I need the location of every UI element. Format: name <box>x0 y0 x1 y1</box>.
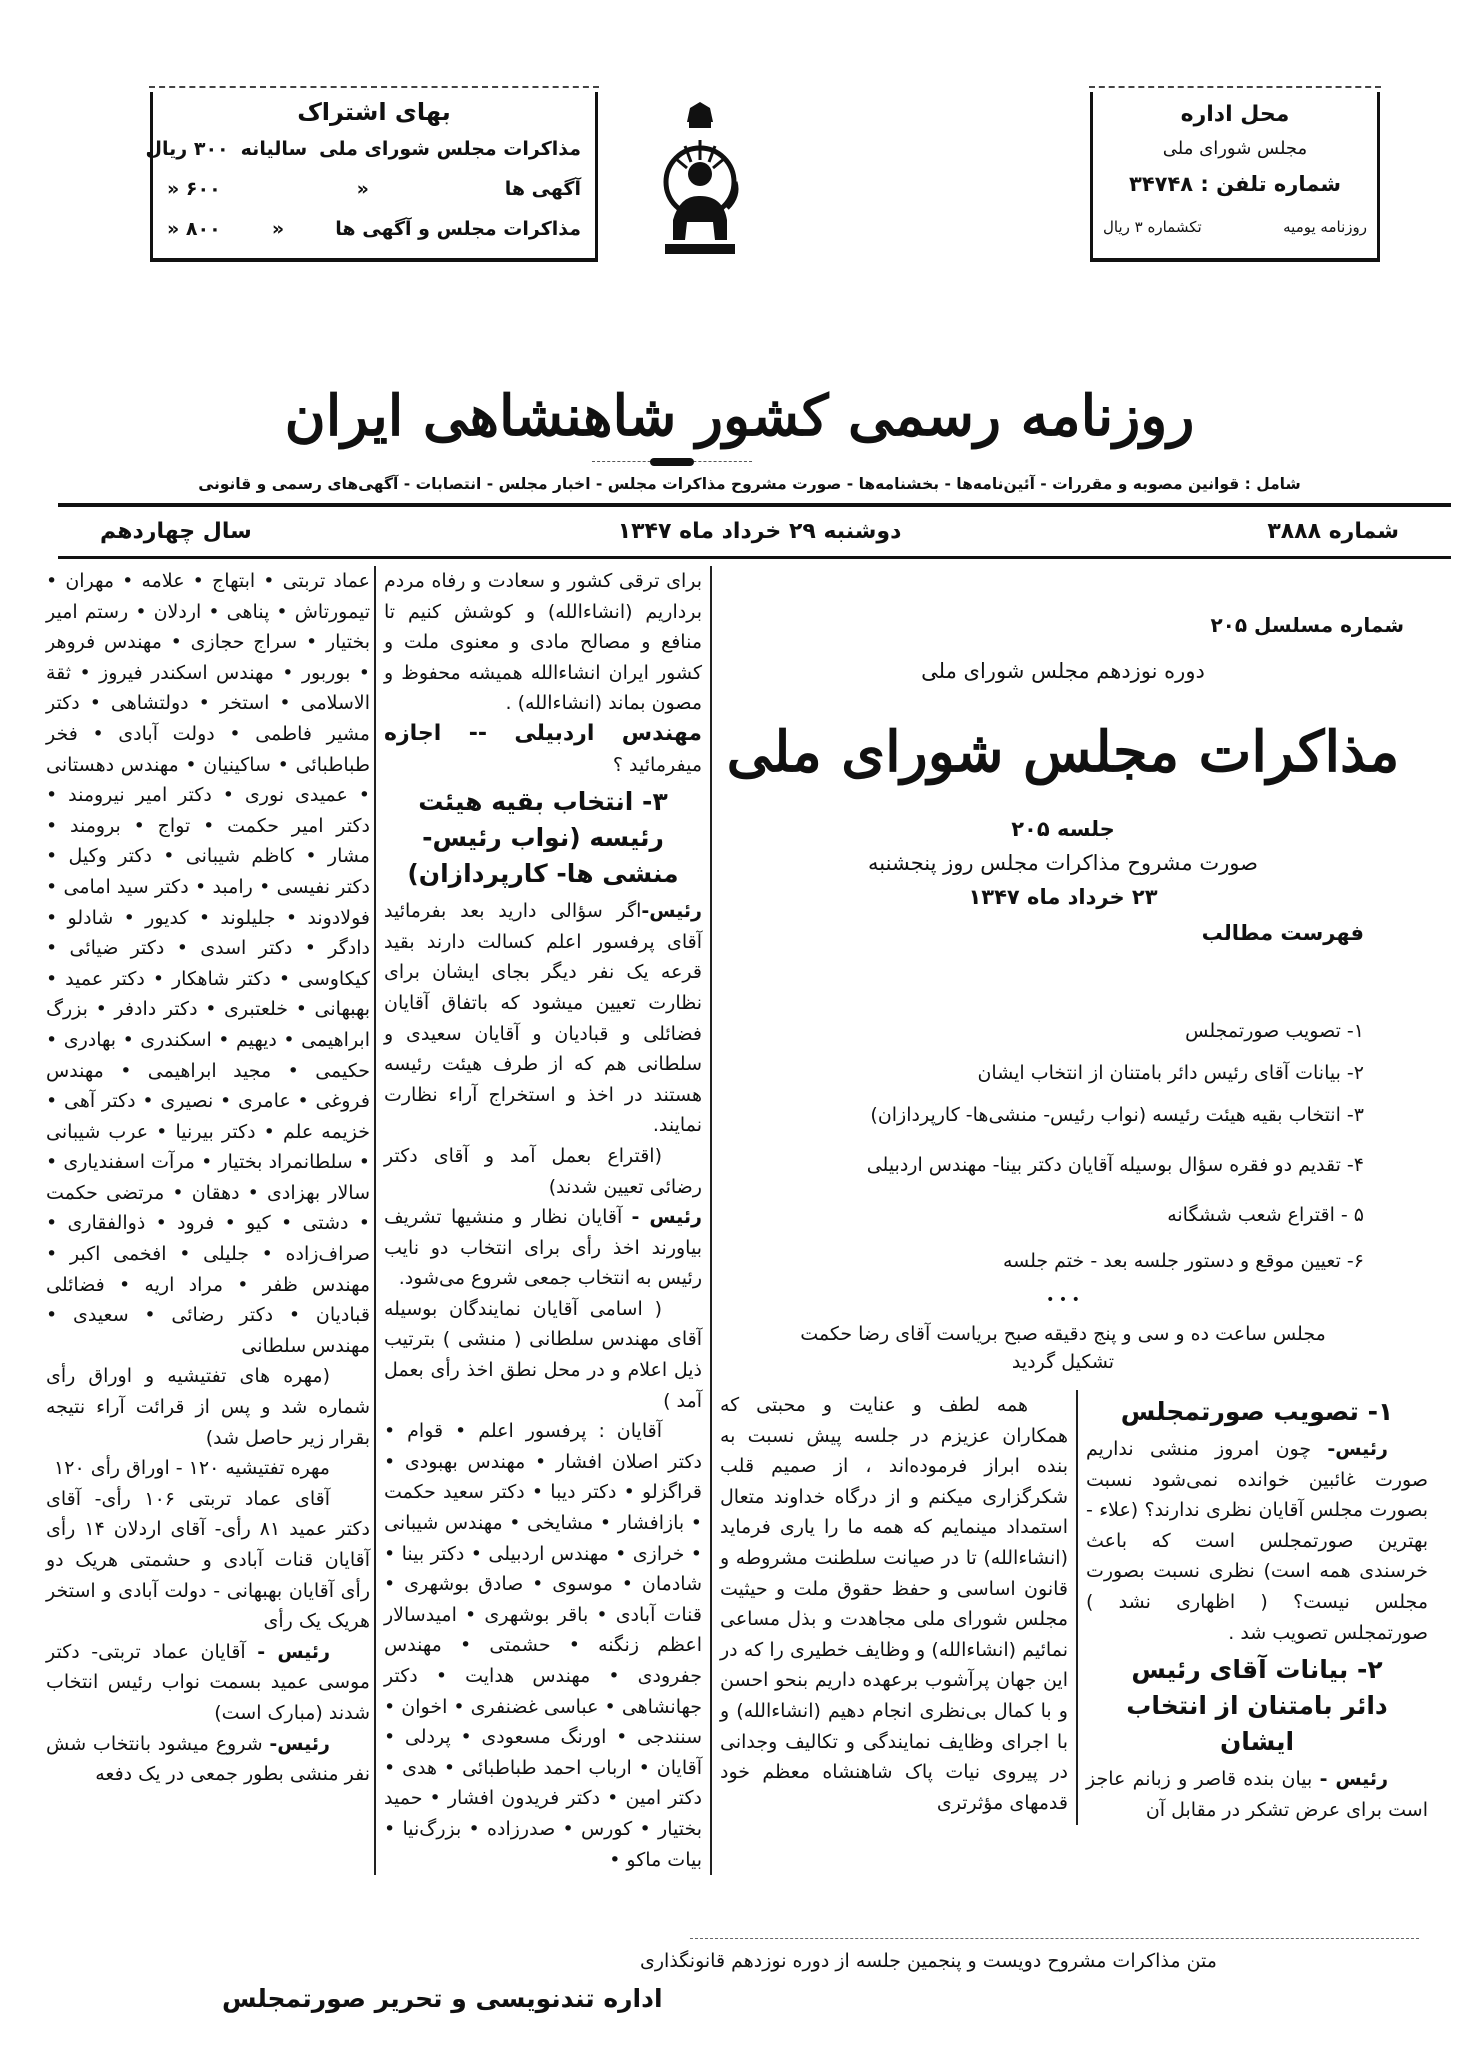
paragraph: آقای عماد تربتی ۱۰۶ رأی- آقای دکتر عمید ۸۱ رأی- آقای اردلان ۱۴ رأی آقایان قنات آبادی و حشمتی هریک دو رأی آقایان بهبهانی - دولت آبادی و استخر هریک یک رأی <box>46 1487 370 1633</box>
speaker: رئیس- <box>269 1732 330 1755</box>
paragraph-text: شروع میشود بانتخاب شش نفر منشی بطور جمعی در یک دفعه <box>46 1732 370 1786</box>
masthead-subtitle: شامل : قوانین مصوبه و مقررات - آئین‌نامه‌ها - بخشنامه‌ها - صورت مشروح مذاکرات مجلس - اخبار مجلس - انتصابات - آگهی‌های رسمی و قانونی <box>198 475 1301 493</box>
paragraph-text: چون امروز منشی نداریم صورت غائبین خوانده نمی‌شود نسبت بصورت مجلس آقایان نظری ندارند؟ (علاء - بهترین صورتمجلس است که باعث خرسندی همه است) نظری نسبت بصورت مجلس نیست؟ ( اظهاری نشد ) صورتمجلس تصویب شد . <box>1086 1438 1428 1644</box>
footer-office: اداره تندنویسی و تحریر صورتمجلس <box>222 1984 663 2013</box>
toc-item: ۲- بیانات آقای رئیس دائر بامتنان از انتخاب ایشان <box>977 1062 1364 1084</box>
paragraph-text: میفرمائید ؟ <box>612 753 702 776</box>
price-value: ۸۰۰ « <box>167 218 221 240</box>
date-row <box>100 516 1399 548</box>
toc-item: ۶- تعیین موقع و دستور جلسه بعد - ختم جلسه <box>1002 1250 1364 1272</box>
sub-columns <box>712 1390 1434 1825</box>
session-term: دوره نوزدهم مجلس شورای ملی <box>921 659 1205 683</box>
paragraph <box>1086 1434 1428 1648</box>
paragraph <box>384 719 702 780</box>
price-row <box>145 138 581 178</box>
paragraph <box>46 1637 370 1729</box>
speaker: رئیس- <box>641 900 702 923</box>
issue-number: شماره ۳۸۸۸ <box>1267 519 1399 544</box>
toc-item: ۵ - اقتراع شعب ششگانه <box>1167 1204 1364 1226</box>
office-footer-row <box>1103 218 1367 236</box>
footer-note: متن مذاکرات مشروح دویست و پنجمین جلسه از دوره نوزدهم قانونگذاری <box>640 1950 1217 1972</box>
paragraph: مهره تفتیشیه ۱۲۰ - اوراق رأی ۱۲۰ <box>54 1457 330 1480</box>
speaker: رئیس - <box>631 1206 702 1229</box>
separator-dots: • • • <box>1046 1292 1080 1308</box>
opening-note: مجلس ساعت ده و سی و پنج دقیقه صبح بریاست آقای رضا حکمت تشکیل گردید <box>800 1323 1326 1373</box>
footer <box>0 1938 1479 2017</box>
office-title: محل اداره <box>1180 102 1290 127</box>
price-item: مذاکرات مجلس و آگهی ها <box>335 218 581 240</box>
ornament-divider <box>592 458 752 466</box>
paragraph <box>46 1729 370 1790</box>
divider <box>58 503 1451 507</box>
paragraph: ( اسامی آقایان نمایندگان بوسیله آقای مهندس سلطانی ( منشی ) بترتیب ذیل اعلام و در محل نطق اخذ رأی بعمل آمد ) <box>384 1297 702 1412</box>
proceedings-title: مذاکرات مجلس شورای ملی <box>726 719 1400 785</box>
volume-year: سال چهاردهم <box>100 519 252 544</box>
paragraph <box>1086 1764 1428 1825</box>
price-period: « <box>271 218 285 240</box>
session-number: جلسه ۲۰۵ <box>1011 817 1115 841</box>
main-body <box>40 566 1434 1875</box>
paragraph-text: آقایان عماد تربتی- دکتر موسی عمید بسمت نواب رئیس انتخاب شدند (مبارک است) <box>46 1640 370 1724</box>
toc-item: ۳- انتخاب بقیه هیئت رئیسه (نواب رئیس- منشی‌ها- کارپردازان) <box>870 1104 1364 1126</box>
section-heading: ۲- بیانات آقای رئیس دائر بامتنان از انتخاب ایشان <box>1126 1655 1388 1757</box>
price-period: « <box>356 178 369 200</box>
section-heading: ۱- تصویب صورتمجلس <box>1120 1397 1394 1426</box>
session-header <box>712 566 1434 1376</box>
paragraph-text: بیان بنده قاصر و زبانم عاجز است برای عرض تشکر در مقابل آن <box>1086 1768 1428 1821</box>
column-left <box>40 566 374 1875</box>
divider <box>690 1938 1419 1939</box>
section-heading: ۳- انتخاب بقیه هیئت رئیسه (نواب رئیس- منشی ها- کارپردازان) <box>407 787 679 889</box>
price-value: ۳۰۰ ریال <box>145 138 229 160</box>
toc-item: ۱- تصویب صورتمجلس <box>1185 1020 1364 1042</box>
session-date: ۲۳ خرداد ماه ۱۳۴۷ <box>968 885 1158 909</box>
paragraph-text: آقایان نظار و منشیها تشریف بیاورند اخذ رأی برای انتخاب دو نایب رئیس به انتخاب جمعی شروع می‌شود. <box>384 1206 702 1290</box>
paragraph <box>384 1202 702 1294</box>
paragraph: برای ترقی کشور و سعادت و رفاه مردم برداریم (انشاءالله) و کوشش کنیم تا منافع و مصالح مادی و معنوی ملت و کشور ایران انشاءالله همیشه محفوظ و مصون بماند (انشاءالله) . <box>384 570 702 715</box>
price-item: مذاکرات مجلس شورای ملی <box>319 138 581 160</box>
subscription-title: بهای اشتراک <box>297 98 451 126</box>
column-middle-bottom <box>712 1390 1078 1825</box>
paragraph <box>384 896 702 1141</box>
speaker: مهندس اردبیلی -- اجازه <box>384 720 702 746</box>
paragraph: آقایان : پرفسور اعلم • قوام • دکتر اصلان افشار • مهندس بهبودی • قراگزلو • دکتر دیبا • دکتر سعید حکمت • بازافشار • مشایخی • مهندس شیبانی • خرازی • مهندس اردبیلی • دکتر بینا • شادمان • موسوی • صادق بوشهری • قنات آبادی • باقر بوشهری • امیدسالار اعظم زنگنه • حشمتی • مهندس جفرودی • مهندس هدایت • دکتر جهانشاهی • عباسی غضنفری • اخوان • سنندجی • اورنگ مسعودی • پردلی • آقایان • ارباب احمد طباطبائی • هدی • دکتر امین • دکتر فریدون افشار • حمید بختیار • کورس • صدرزاده • بزرگ‌نیا • بیات ماکو • <box>384 1420 702 1871</box>
price-item: آگهی ها <box>504 178 581 200</box>
speaker: رئیس - <box>257 1640 331 1663</box>
divider <box>58 556 1451 559</box>
minutes-of: صورت مشروح مذاکرات مجلس روز پنجشنبه <box>868 851 1258 875</box>
paragraph: (مهره های تفتیشیه و اوراق رأی شماره شد و پس از قرائت آراء نتیجه بقرار زیر حاصل شد) <box>46 1365 370 1449</box>
office-box <box>1090 92 1380 262</box>
toc-title: فهرست مطالب <box>1201 921 1364 945</box>
speaker: رئیس - <box>1319 1768 1389 1791</box>
paragraph: همه لطف و عنایت و محبتی که همکاران عزیزم در جلسه پیش نسبت به بنده ابراز فرموده‌اند ، از صمیم قلب شکرگزاری میکنم و از درگاه خداوند متعال استمداد مینمایم که همه ما را یاری فرماید (انشاءالله) تا در صیانت سلطنت مشروطه و قانون اساسی و حفظ حقوق ملت و حیثیت مجلس شورای ملی مجاهدت و بذل مساعی نمائیم (انشاءالله) و وظایف خطیری را که در این جهان پرآشوب برعهده داریم بنحو احسن و با کمال بی‌نظری انجام دهیم (انشاءالله) و با اجرای وظایف نمایندگی و تکالیف وجدانی در پیروی نیات پاک شاهنشاه معظم خود قدمهای مؤثرتری <box>720 1394 1068 1814</box>
masthead-title: روزنامه رسمی کشور شاهنشاهی ایران <box>284 383 1195 449</box>
paragraph: عماد تربتی • ابتهاج • علامه • مهران • تیمورتاش • پناهی • اردلان • رستم امیر بختیار • سراج حجازی • مهندس فروهر • بوربور • مهندس اسکندر فیروز • ثقة الاسلامی • استخر • دولتشاهی • دکتر مشیر فاطمی • دولت آبادی • فخر طباطبائی • ساکینیان • مهندس دهستانی • عمیدی نوری • دکتر امیر نیرومند • دکتر امیر حکمت • تواج • برومند • مشار • کاظم شیبانی • دکتر وکیل • دکتر نفیسی • رامبد • دکتر سید امامی • فولادوند • جلیلوند • کدیور • شادلو • دادگر • دکتر اسدی • دکتر ضیائی • کیکاوسی • دکتر شاهکار • دکتر عمید • بهبهانی • خلعتبری • دکتر دادفر • بزرگ ابراهیمی • دیهیم • اسکندری • بهادری • حکیمی • مجید ابراهیمی • مهندس فروغی • عامری • نصیری • دکتر آهی • خزیمه علم • دکتر بیرنیا • عرب شیبانی • سلطانمراد بختیار • مرآت اسفندیاری • سالار بهزادی • دهقان • مرتضی حکمت • دشتی • کیو • فرود • ذوالفقاری • صراف‌زاده • جلیلی • افخمی اکبر • مهندس ظفر • مراد اریه • فضائلی قبادیان • دکتر رضائی • سعیدی • مهندس سلطانی <box>46 570 370 1357</box>
column-center <box>374 566 712 1875</box>
price-row <box>167 178 581 218</box>
subscription-box <box>145 92 598 262</box>
price-row <box>167 218 581 258</box>
paragraph: (اقتراع بعمل آمد و آقای دکتر رضائی تعیین شدند) <box>384 1144 702 1198</box>
office-address: مجلس شورای ملی <box>1162 138 1308 159</box>
speaker: رئیس- <box>1327 1438 1388 1460</box>
paragraph-text: اگر سؤالی دارید بعد بفرمائید آقای پرفسور اعلم کسالت دارند بقید قرعه یک نفر دیگر بجای ایشان برای نظارت تعیین میشود که باتفاق آقایان فضائلی و قبادیان و آقایان سعیدی و سلطانی هم که از طرف هیئت رئیسه هستند در اخذ و استخراج آراء نظارت نمایند. <box>384 900 702 1137</box>
column-right-bottom <box>1078 1390 1434 1825</box>
daily-label: روزنامه یومیه <box>1283 218 1367 236</box>
column-right <box>712 566 1434 1875</box>
price-value: ۶۰۰ « <box>167 178 221 200</box>
lion-and-sun-emblem-icon <box>655 100 745 260</box>
issue-date: دوشنبه ۲۹ خرداد ماه ۱۳۴۷ <box>617 519 902 544</box>
single-price: تکشماره ۳ ریال <box>1103 218 1202 236</box>
serial-number: شماره مسلسل ۲۰۵ <box>1210 613 1404 637</box>
table-of-contents <box>722 1018 1404 1274</box>
toc-item: ۴- تقدیم دو فقره سؤال بوسیله آقایان دکتر بینا- مهندس اردبیلی <box>866 1154 1364 1176</box>
office-phone: شماره تلفن : ۳۴۷۴۸ <box>1129 172 1341 196</box>
price-period: سالیانه <box>240 138 308 160</box>
